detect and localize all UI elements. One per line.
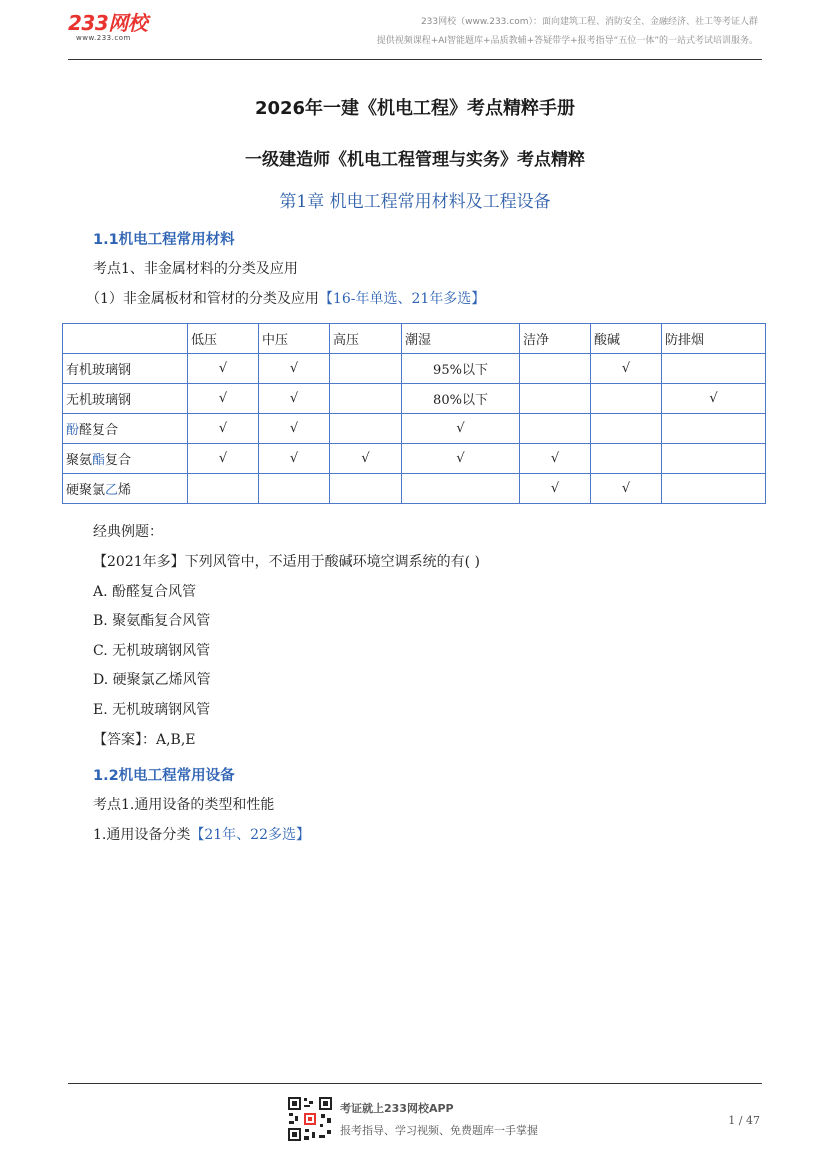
sub-item-1	[86, 288, 485, 308]
table-cell	[520, 384, 591, 414]
table-cell: √	[259, 414, 330, 444]
option-c: C. 无机玻璃钢风管	[93, 643, 211, 659]
table-cell	[591, 444, 662, 474]
header-tagline-1: 233网校（www.233.com）：面向建筑工程、消防安全、金融经济、社工等考证人群	[420, 17, 758, 27]
row-label-part: 烯	[118, 483, 132, 498]
row-label-cell	[63, 414, 188, 444]
table-cell	[662, 414, 766, 444]
table-cell	[330, 354, 402, 384]
document-subtitle: 一级建造师《机电工程管理与实务》考点精粹	[245, 150, 585, 170]
sub-item-text: （1）非金属板材和管材的分类及应用	[86, 291, 319, 307]
header-tagline-2: 提供视频课程+AI智能题库+品质教辅+答疑带学+报考指导“五位一体”的一站式考试培训服务。	[376, 36, 758, 46]
qr-code-icon	[287, 1096, 333, 1142]
header-divider	[68, 59, 762, 60]
row-label-part: 硬聚氯	[66, 483, 106, 498]
row-label-part: 复合	[105, 453, 132, 468]
chapter-title: 第1章 机电工程常用材料及工程设备	[279, 192, 551, 212]
table-cell	[591, 414, 662, 444]
table-cell	[402, 474, 520, 504]
exam-tag: 【16-年单选、21年多选】	[318, 291, 486, 307]
table-cell: √	[259, 384, 330, 414]
option-e: E. 无机玻璃钢风管	[93, 702, 211, 718]
table-cell	[662, 474, 766, 504]
table-cell	[330, 384, 402, 414]
row-label-part: 无机玻璃钢	[66, 393, 132, 408]
section-heading-1-1: 1.1机电工程常用材料	[93, 232, 235, 248]
key-point-2: 考点1.通用设备的类型和性能	[93, 797, 275, 813]
table-row	[63, 444, 766, 474]
table-header-cell: 酸碱	[591, 324, 662, 354]
table-cell	[520, 354, 591, 384]
table-header-row	[63, 324, 766, 354]
footer-app-desc: 报考指导、学习视频、免费题库一手掌握	[340, 1124, 538, 1137]
table-cell	[662, 354, 766, 384]
table-cell: √	[188, 444, 259, 474]
row-label-part: 有机玻璃钢	[66, 363, 132, 378]
table-cell	[330, 414, 402, 444]
example-label: 经典例题：	[93, 524, 163, 540]
footer-app-promo: 考证就上233网校APP	[340, 1102, 454, 1115]
table-cell	[188, 474, 259, 504]
row-label-cell	[63, 444, 188, 474]
section-heading-1-2: 1.2机电工程常用设备	[93, 768, 235, 784]
table-cell: √	[188, 354, 259, 384]
table-row	[63, 414, 766, 444]
logo-url: www.233.com	[76, 34, 131, 42]
materials-table	[62, 323, 766, 504]
logo-text: 233网校	[68, 11, 148, 35]
option-d: D. 硬聚氯乙烯风管	[93, 672, 211, 688]
table-cell: √	[188, 414, 259, 444]
exam-tag: 【21年、22多选】	[190, 827, 310, 843]
key-point-1: 考点1、非金属材料的分类及应用	[93, 261, 298, 277]
document-title: 2026年一建《机电工程》考点精粹手册	[254, 98, 576, 119]
table-cell	[662, 444, 766, 474]
table-header-cell: 中压	[259, 324, 330, 354]
table-header-cell: 高压	[330, 324, 402, 354]
table-cell	[520, 414, 591, 444]
table-cell: √	[402, 414, 520, 444]
table-cell: √	[591, 354, 662, 384]
answer-text: 【答案】：A,B,E	[93, 732, 196, 748]
option-b: B. 聚氨酯复合风管	[93, 613, 211, 629]
option-a: A. 酚醛复合风管	[93, 584, 197, 600]
sub-item-text: 1.通用设备分类	[93, 827, 191, 843]
table-row	[63, 354, 766, 384]
table-header-cell: 防排烟	[662, 324, 766, 354]
row-label-part: 酚	[66, 423, 80, 438]
table-row	[63, 384, 766, 414]
row-label-part: 聚氨	[66, 453, 93, 468]
brand-logo	[68, 12, 164, 42]
table-header-cell	[63, 324, 188, 354]
table-row	[63, 474, 766, 504]
table-cell	[330, 474, 402, 504]
page-number: 1 / 47	[728, 1114, 760, 1127]
table-header-cell: 潮湿	[402, 324, 520, 354]
table-cell: √	[520, 474, 591, 504]
table-cell: √	[259, 444, 330, 474]
table-cell: √	[402, 444, 520, 474]
table-cell: 80%以下	[402, 384, 520, 414]
row-label-part: 酯	[92, 453, 106, 468]
table-cell: √	[591, 474, 662, 504]
table-cell: √	[520, 444, 591, 474]
footer-divider	[68, 1083, 762, 1084]
question-text: 【2021年多】下列风管中，不适用于酸碱环境空调系统的有( )	[93, 554, 481, 570]
table-header-cell: 洁净	[520, 324, 591, 354]
table-cell: 95%以下	[402, 354, 520, 384]
table-cell	[591, 384, 662, 414]
row-label-part: 醛复合	[79, 423, 119, 438]
row-label-cell	[63, 354, 188, 384]
row-label-cell	[63, 474, 188, 504]
table-cell: √	[259, 354, 330, 384]
table-header-cell: 低压	[188, 324, 259, 354]
row-label-part: 乙	[105, 483, 119, 498]
table-cell	[259, 474, 330, 504]
table-cell: √	[662, 384, 766, 414]
table-cell: √	[330, 444, 402, 474]
sub-item-2	[93, 824, 310, 844]
table-cell: √	[188, 384, 259, 414]
row-label-cell	[63, 384, 188, 414]
